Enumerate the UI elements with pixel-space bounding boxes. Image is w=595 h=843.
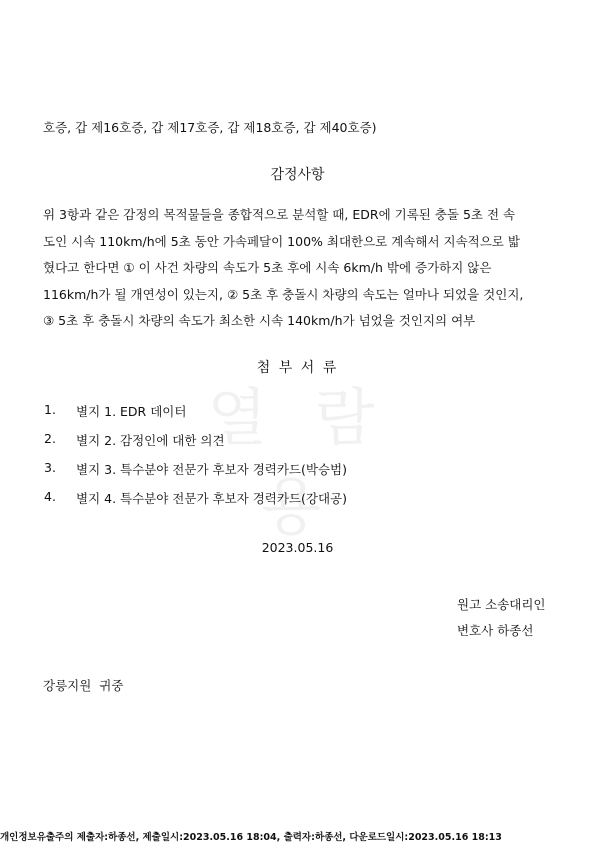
assessment-paragraph — [43, 202, 555, 335]
paragraph-line: ③ 5초 후 충돌시 차량의 속도가 최소한 시속 140km/h가 넘었을 것인지의 여부 — [43, 313, 476, 328]
section-title: 감정사항 — [270, 167, 325, 183]
paragraph-line: 위 3항과 같은 감정의 목적물들을 종합적으로 분석할 때, EDR에 기록된 충돌 5초 전 속 — [43, 207, 516, 222]
paragraph-line: 혔다고 한다면 ① 이 사건 차량의 속도가 5초 후에 시속 6km/h 밖에 증가하지 않은 — [43, 260, 492, 275]
signatory-role: 원고 소송대리인 — [457, 597, 546, 612]
paragraph-line: 도인 시속 110km/h에 5초 동안 가속페달이 100% 최대한으로 계속해서 지속적으로 밟 — [43, 233, 520, 249]
attachment-item: 별지 4. 특수분야 전문가 후보자 경력카드(강대공) — [76, 491, 347, 506]
attachment-number: 4. — [44, 489, 56, 504]
footer-notice: 개인정보유출주의 제출자:하종선, 제출일시:2023.05.16 18:04, 출력자:하종선, 다운로드일시:2023.05.16 18:13 — [0, 832, 502, 843]
attachment-number: 1. — [44, 402, 56, 417]
reference-line: 호증, 갑 제16호증, 갑 제17호증, 갑 제18호증, 갑 제40호증) — [43, 120, 377, 135]
attachment-item: 별지 2. 감정인에 대한 의견 — [76, 433, 225, 448]
court-addressee: 강릉지원 귀중 — [43, 678, 124, 693]
attachment-item: 별지 3. 특수분야 전문가 후보자 경력카드(박승범) — [76, 462, 347, 477]
paragraph-line: 116km/h가 될 개연성이 있는지, ② 5초 후 충돌시 차량의 속도는 얼마나 되었을 것인지, — [43, 286, 524, 302]
attachments-title: 첨 부 서 류 — [256, 360, 339, 376]
watermark: 열 람 용 — [207, 381, 389, 543]
filing-date: 2023.05.16 — [261, 540, 334, 555]
signatory-name: 변호사 하종선 — [457, 623, 534, 638]
attachment-item: 별지 1. EDR 데이터 — [76, 404, 187, 419]
attachment-number: 2. — [44, 431, 56, 446]
attachment-number: 3. — [44, 460, 56, 475]
